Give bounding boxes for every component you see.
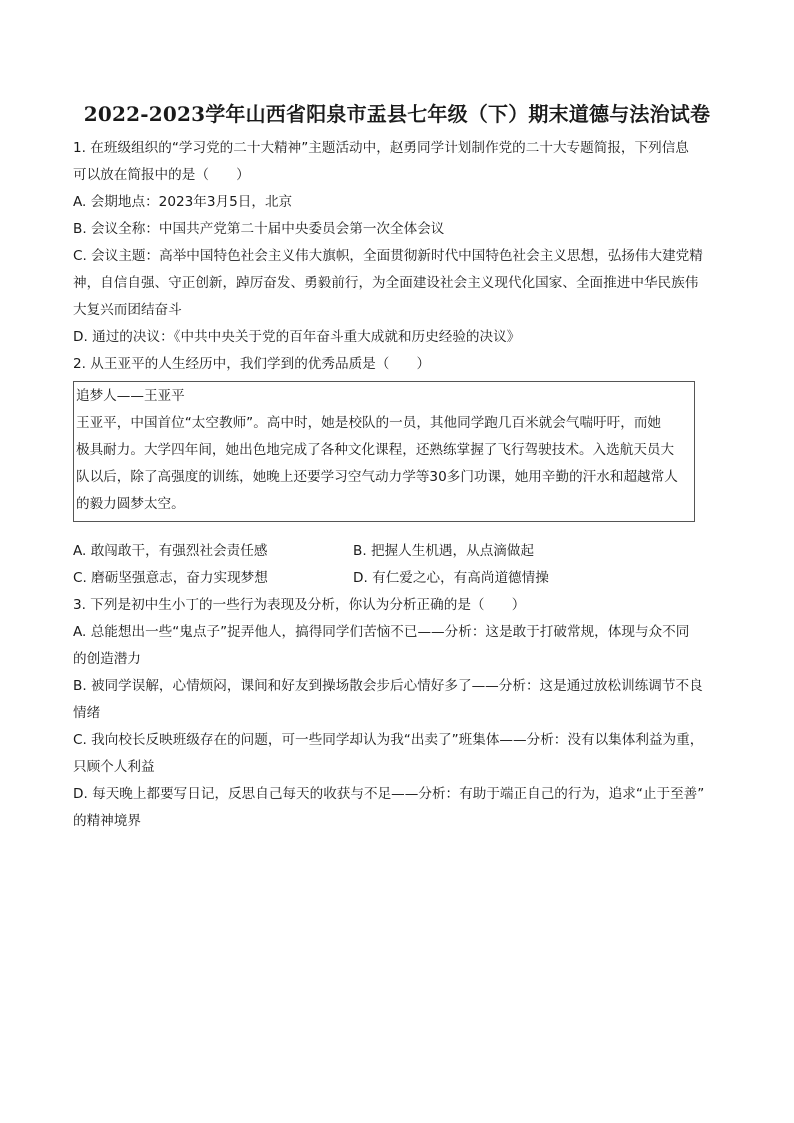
q1-option-b[interactable]: B. 会议全称：中国共产党第二十届中央委员会第一次全体会议 [73,221,445,237]
exam-content [73,135,733,835]
q2-options-row-2 [73,565,733,592]
q2-stem: 2. 从王亚平的人生经历中，我们学到的优秀品质是（ ） [73,356,431,372]
question-2 [73,351,733,592]
question-3 [73,592,733,835]
q1-option-c-line-1: C. 会议主题：高举中国特色社会主义伟大旗帜，全面贯彻新时代中国特色社会主义思想，弘扬伟大建党精 [73,248,703,264]
q1-option-c-line-3: 大复兴而团结奋斗 [73,302,182,318]
passage-line-3: 队以后，除了高强度的训练，她晚上还要学习空气动力学等30多门功课，她用辛勤的汗水和超越常人 [76,469,678,485]
q2-option-a[interactable]: A. 敢闯敢干，有强烈社会责任感 [73,543,268,559]
passage-line-4: 的毅力圆梦太空。 [76,496,185,512]
q3-option-c-line-2: 只顾个人利益 [73,759,155,775]
passage-line-2: 极具耐力。大学四年间，她出色地完成了各种文化课程，还熟练掌握了飞行驾驶技术。入选航天员大 [76,442,675,458]
q1-stem-line-1: 1. 在班级组织的“学习党的二十大精神”主题活动中，赵勇同学计划制作党的二十大专题简报，下列信息 [73,140,689,156]
q1-option-c-line-2: 神，自信自强、守正创新，踔厉奋发、勇毅前行，为全面建设社会主义现代化国家、全面推进中华民族伟 [73,275,699,291]
q3-option-b-line-1: B. 被同学误解，心情烦闷，课间和好友到操场散会步后心情好多了——分析：这是通过放松训练调节不良 [73,678,703,694]
question-1 [73,135,733,351]
q3-option-a[interactable] [73,619,733,673]
q2-options-row-1 [73,538,733,565]
q2-option-b[interactable]: B. 把握人生机遇，从点滴做起 [353,543,535,559]
q2-option-d[interactable]: D. 有仁爱之心，有高尚道德情操 [353,570,549,586]
q2-option-c[interactable]: C. 磨砺坚强意志，奋力实现梦想 [73,570,268,586]
q2-passage-box [73,381,695,522]
passage-heading: 追梦人——王亚平 [76,388,185,404]
q3-stem: 3. 下列是初中生小丁的一些行为表现及分析，你认为分析正确的是（ ） [73,597,526,613]
q1-option-c[interactable] [73,243,733,324]
q3-option-d[interactable] [73,781,733,835]
q3-option-c[interactable] [73,727,733,781]
q3-option-a-line-2: 的创造潜力 [73,651,141,667]
q3-option-c-line-1: C. 我向校长反映班级存在的问题，可一些同学却认为我“出卖了”班集体——分析：没有以集体利益为重， [73,732,704,748]
q1-stem-line-2: 可以放在简报中的是（ ） [73,167,250,183]
q1-option-d[interactable]: D. 通过的决议：《中共中央关于党的百年奋斗重大成就和历史经验的决议》 [73,329,521,345]
q3-option-b[interactable] [73,673,733,727]
exam-title: 2022-2023学年山西省阳泉市盂县七年级（下）期末道德与法治试卷 [83,102,711,126]
q3-option-d-line-1: D. 每天晚上都要写日记，反思自己每天的收获与不足——分析：有助于端正自己的行为，追求“止于至善” [73,786,705,802]
q1-option-a[interactable]: A. 会期地点：2023年3月5日，北京 [73,194,293,210]
q3-option-a-line-1: A. 总能想出一些“鬼点子”捉弄他人，搞得同学们苦恼不已——分析：这是敢于打破常规，体现与众不同 [73,624,690,640]
q3-option-b-line-2: 情绪 [73,705,101,721]
q3-option-d-line-2: 的精神境界 [73,813,141,829]
passage-line-1: 王亚平，中国首位“太空教师”。高中时，她是校队的一员，其他同学跑几百米就会气喘吁吁，而她 [76,415,662,431]
